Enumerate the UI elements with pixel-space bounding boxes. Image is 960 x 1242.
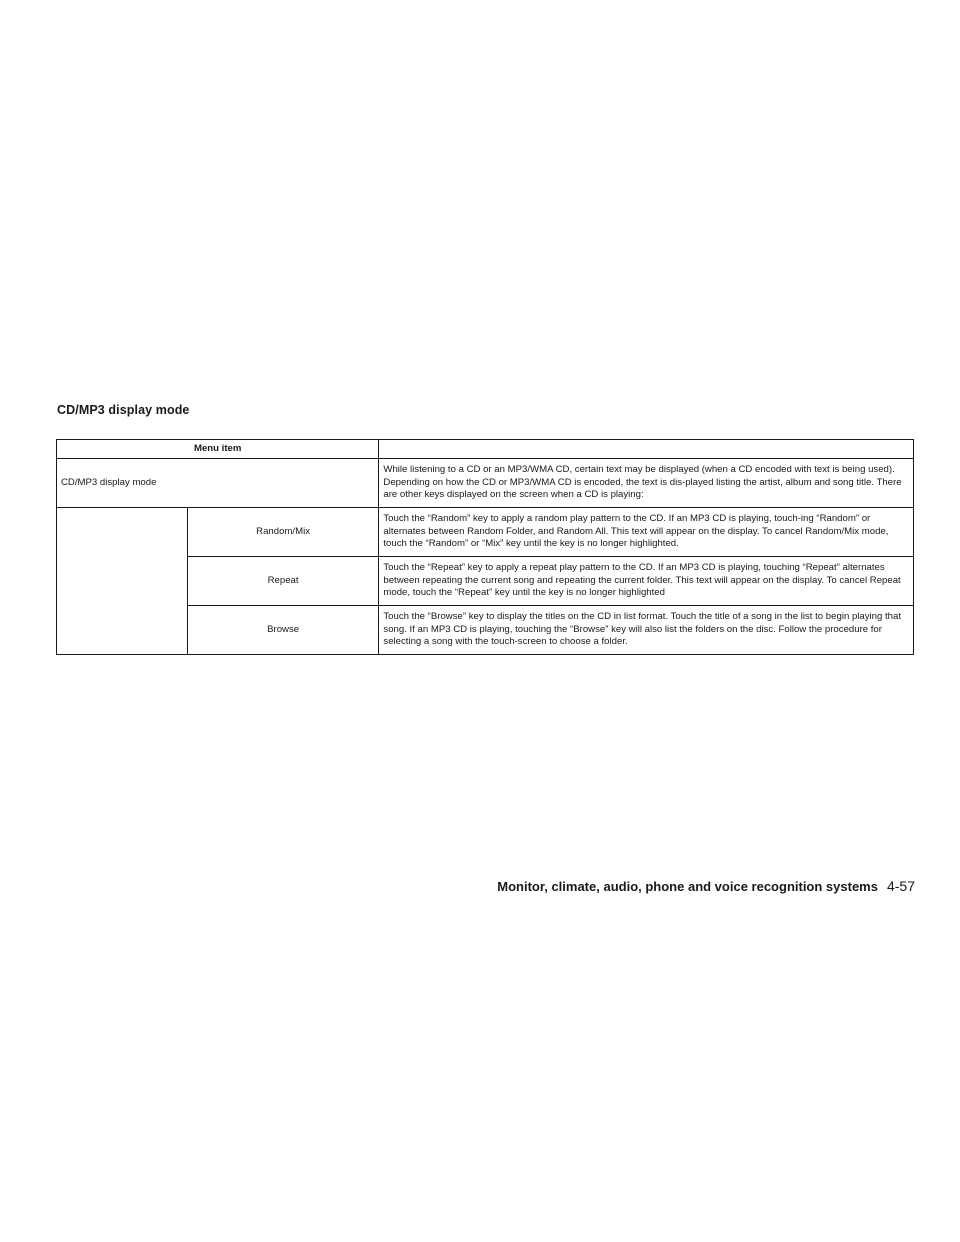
section-title: CD/MP3 display mode: [57, 403, 190, 417]
page-footer: [497, 878, 915, 894]
menu-subitem-description: Touch the “Repeat” key to apply a repeat play pattern to the CD. If an MP3 CD is playing, touching “Repeat” alternates between repeating the current song and repeating the current folder. This text will appear on the display. To cancel Repeat mode, touch the “Repeat” key until the key is no longer highlighted: [379, 557, 914, 606]
menu-subitem-repeat: Repeat: [187, 557, 379, 606]
table-row: [57, 459, 914, 508]
page-number: 4-57: [886, 878, 915, 894]
menu-item-description: While listening to a CD or an MP3/WMA CD, certain text may be displayed (when a CD encoded with text is being used). Depending on how the CD or MP3/WMA CD is encoded, the text is dis-played listing the artist, album and song title. There are other keys displayed on the screen when a CD is playing:: [379, 459, 914, 508]
menu-subitem-description: Touch the “Random” key to apply a random play pattern to the CD. If an MP3 CD is playing, touch-ing “Random” or alternates between Random Folder, and Random All. This text will appear on the display. To cancel Random/Mix mode, touch the “Random” or “Mix” key until the key is no longer highlighted.: [379, 508, 914, 557]
table-header-row: [57, 440, 914, 459]
table-row: [57, 508, 914, 557]
chapter-title: Monitor, climate, audio, phone and voice recognition systems: [497, 879, 878, 894]
menu-item-cd-mp3-display-mode: CD/MP3 display mode: [57, 459, 379, 508]
menu-subitem-description: Touch the “Browse” key to display the titles on the CD in list format. Touch the title of a song in the list to begin playing that song. If an MP3 CD is playing, touching the “Browse” key will also list the folders on the disc. Follow the procedure for selecting a song with the touch-screen to choose a folder.: [379, 606, 914, 655]
menu-subitem-browse: Browse: [187, 606, 379, 655]
empty-cell: [57, 508, 188, 655]
header-description: [379, 440, 914, 459]
menu-item-table: [56, 439, 914, 655]
header-menu-item: Menu item: [57, 440, 379, 459]
menu-subitem-random-mix: Random/Mix: [187, 508, 379, 557]
